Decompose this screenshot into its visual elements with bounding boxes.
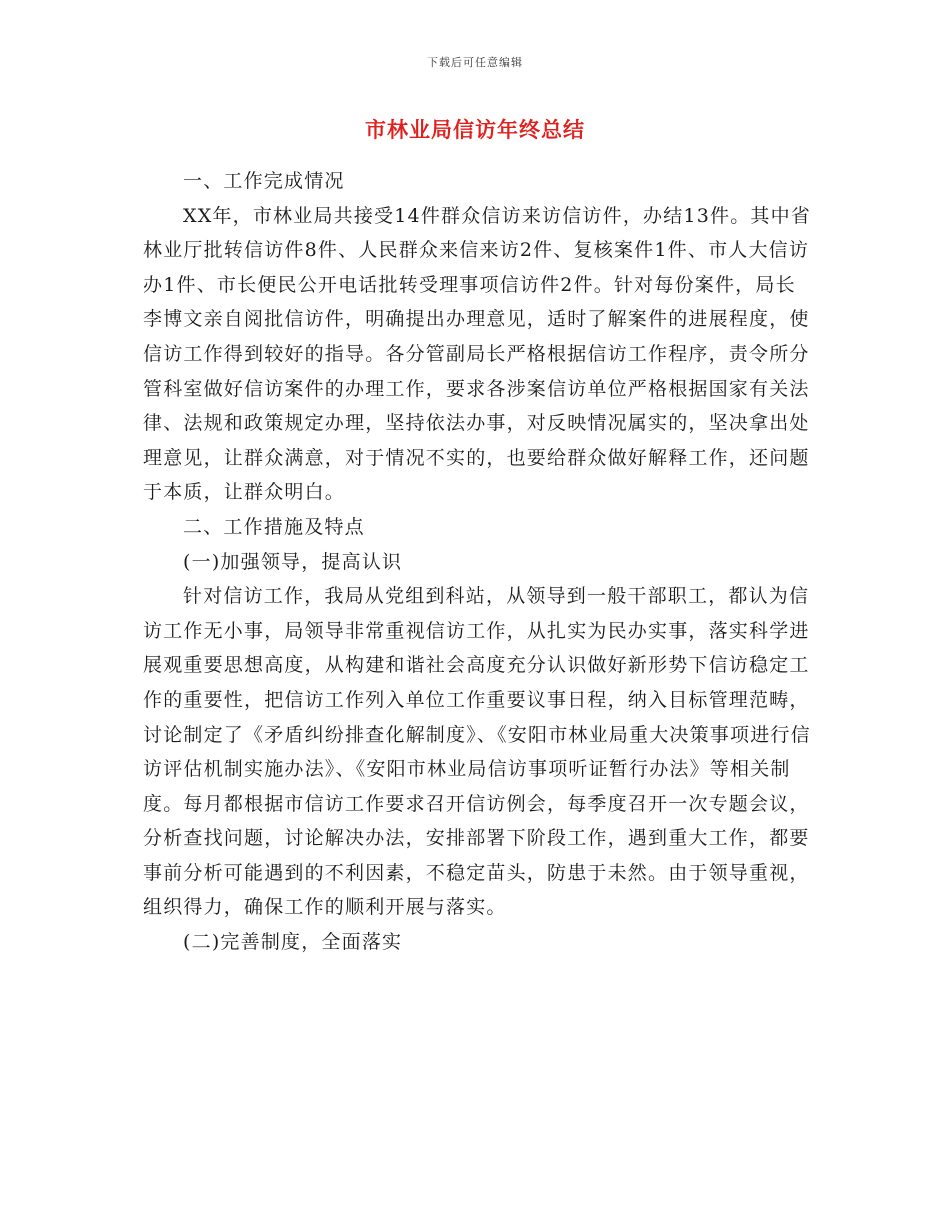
section-heading-2: 二、工作措施及特点 (183, 515, 365, 538)
header-note: 下载后可任意编辑 (427, 56, 523, 69)
subheading-2: (二)完善制度，全面落实 (183, 931, 403, 954)
document-body (143, 164, 813, 960)
section-heading-1: 一、工作完成情况 (183, 170, 345, 192)
paragraph-work-summary: XX年，市林业局共接受14件群众信访来访信访件，办结13件。其中省林业厅批转信访件8件、人民群众来信来访2件、复核案件1件、市人大信访办1件、市长便民公开电话批转受理事项信访件2件。针对每份案件，局长李博文亲自阅批信访件，明确提出办理意见，适时了解案件的进展程度，使信访工作得到较好的指导。各分管副局长严格根据信访工作程序，责令所分管科室做好信访案件的办理工作，要求各涉案信访单位严格根据国家有关法律、法规和政策规定办理，坚持依法办事，对反映情况属实的，坚决拿出处理意见，让群众满意，对于情况不实的，也要给群众做好解释工作，还问题于本质，让群众明白。 (143, 204, 812, 504)
document-title: 市林业局信访年终总结 (365, 118, 585, 142)
subheading-1: (一)加强领导，提高认识 (183, 550, 403, 573)
paragraph-leadership: 针对信访工作，我局从党组到科站，从领导到一般干部职工，都认为信访工作无小事，局领导非常重视信访工作，从扎实为民办实事，落实科学进展观重要思想高度，从构建和谐社会高度充分认识做好新形势下信访稳定工作的重要性，把信访工作列入单位工作重要议事日程，纳入目标管理范畴，讨论制定了《矛盾纠纷排查化解制度》、《安阳市林业局重大决策事项进行信访评估机制实施办法》、《安阳市林业局信访事项听证暂行办法》等相关制度。每月都根据市信访工作要求召开信访例会，每季度召开一次专题会议，分析查找问题，讨论解决办法，安排部署下阶段工作，遇到重大工作，都要事前分析可能遇到的不利因素，不稳定苗头，防患于未然。由于领导重视，组织得力，确保工作的顺利开展与落实。 (143, 585, 811, 919)
